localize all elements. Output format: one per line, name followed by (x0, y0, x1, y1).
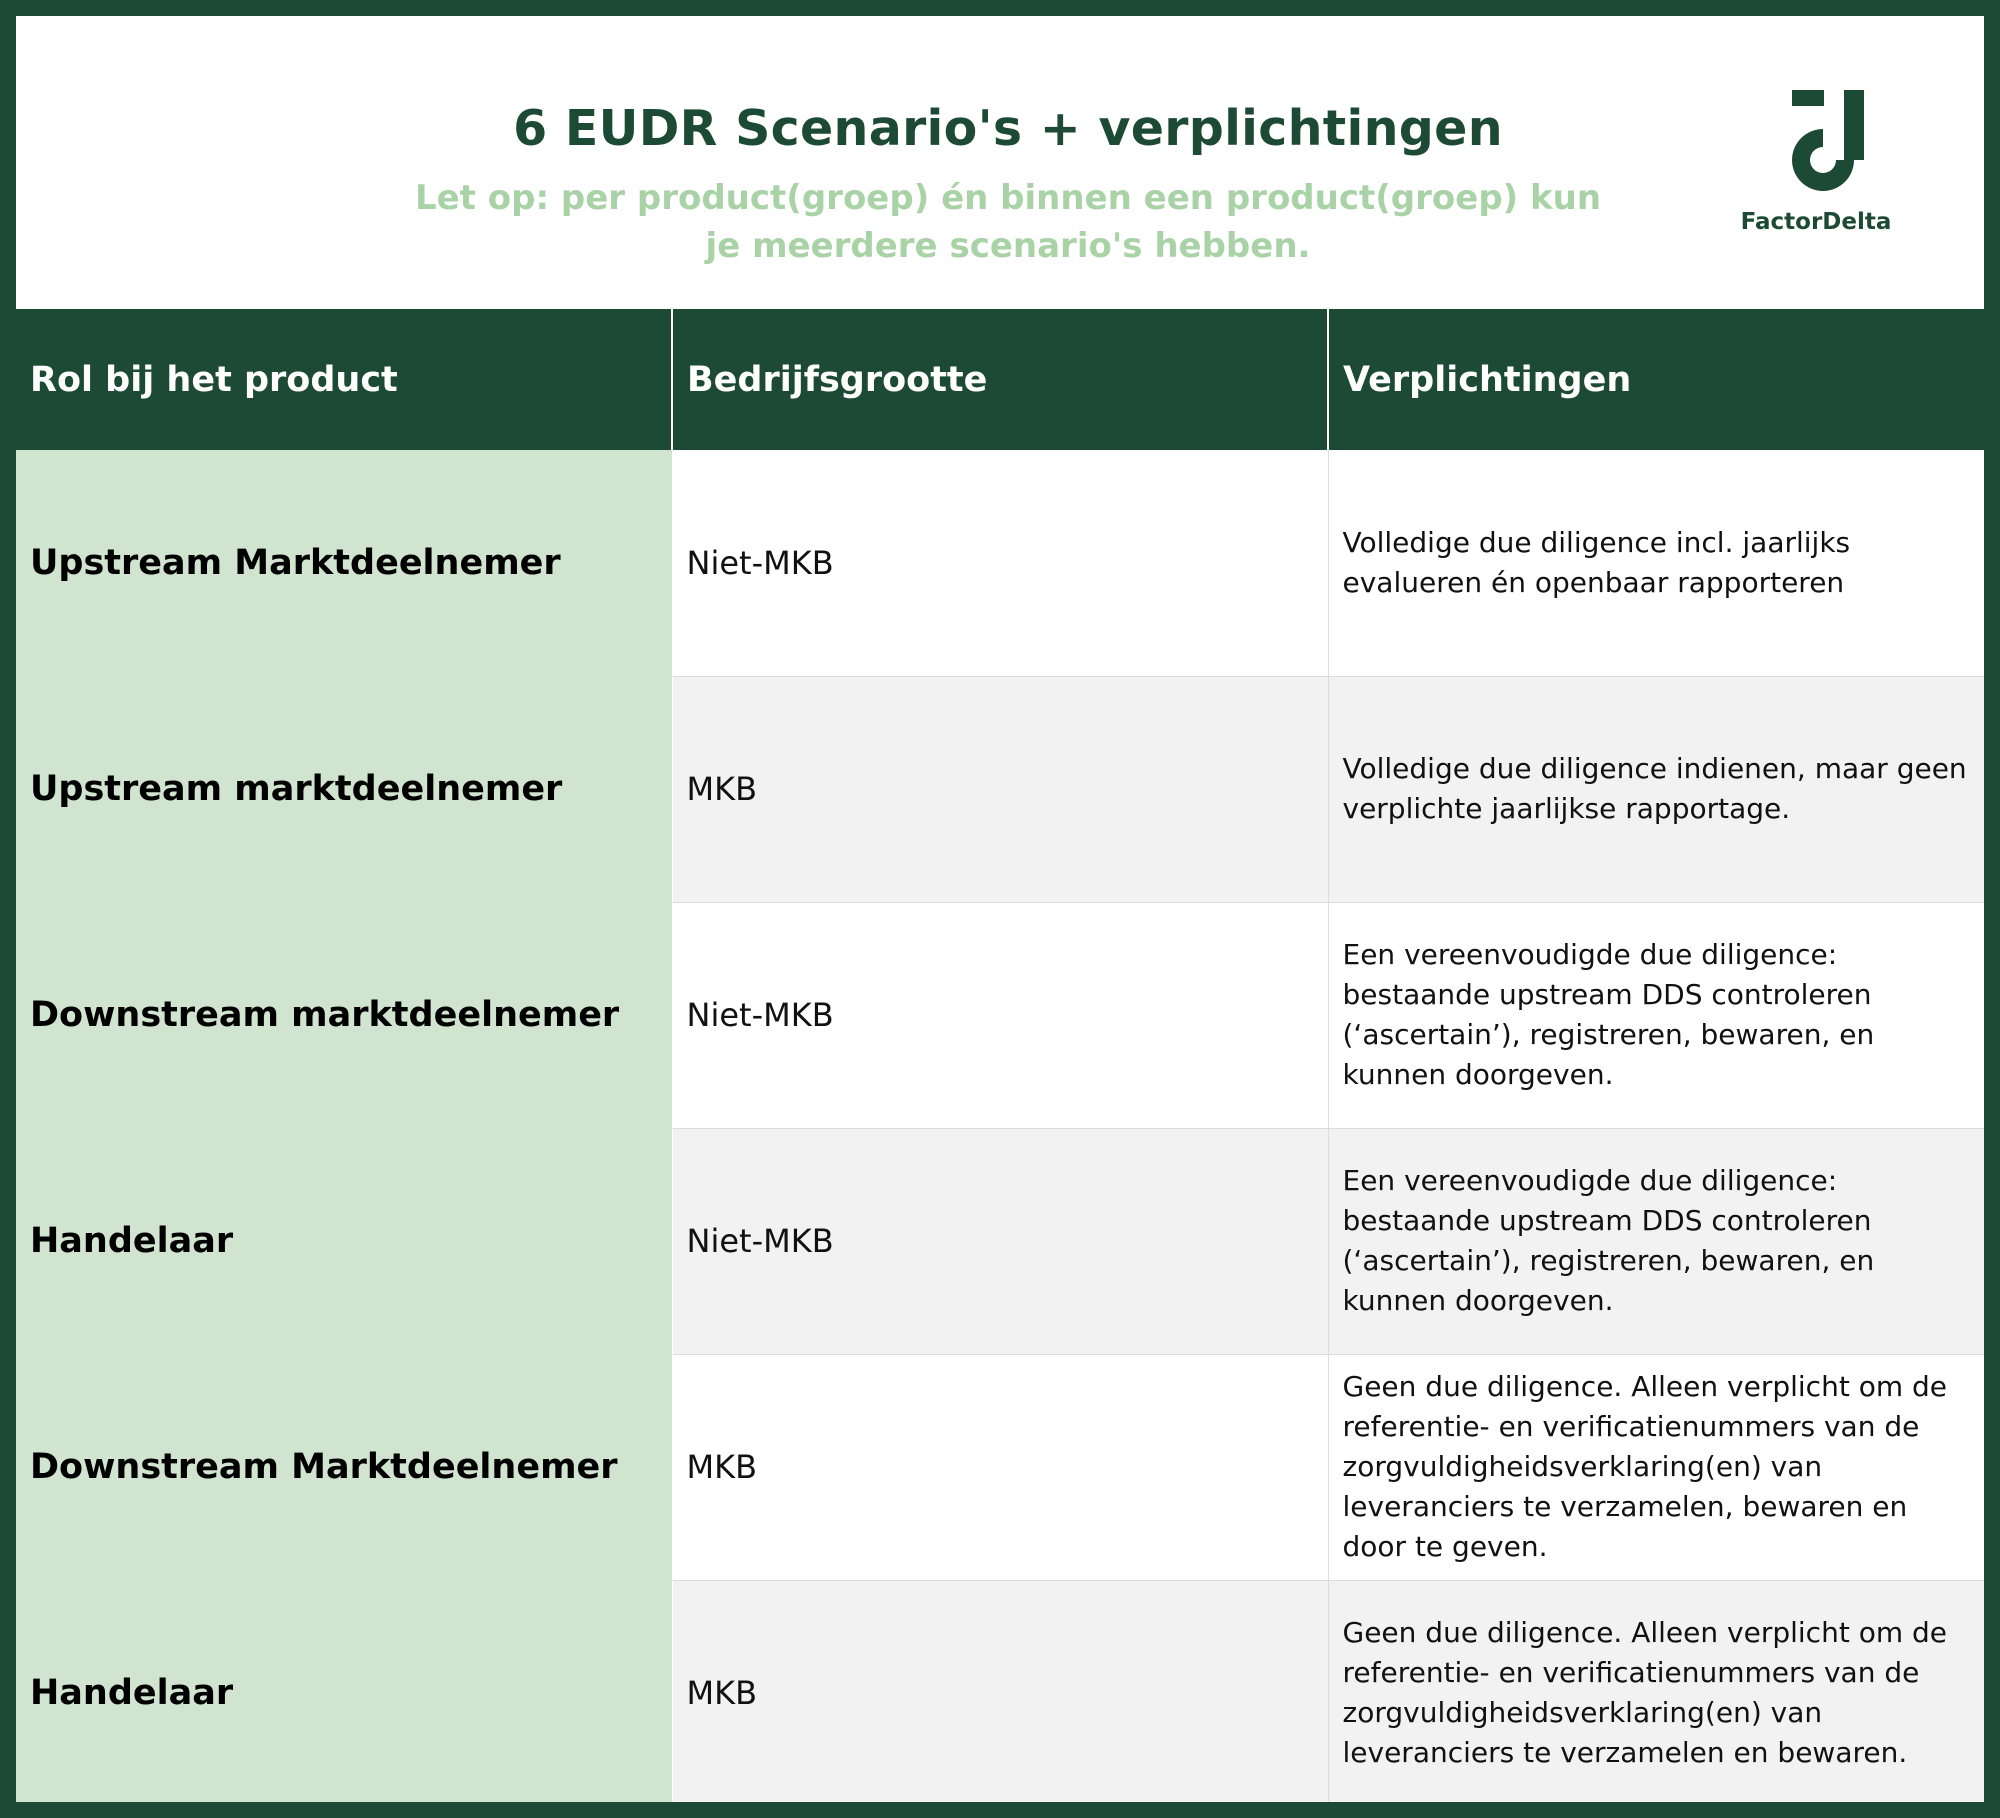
column-header-role: Rol bij het product (16, 309, 672, 450)
header (16, 16, 1984, 309)
scenario-table (16, 309, 1984, 1802)
table-row (16, 1354, 1984, 1580)
duty-cell: Volledige due diligence incl. jaarlijks evalueren én openbaar rapporteren (1328, 450, 1984, 676)
size-cell: Niet-MKB (672, 450, 1328, 676)
table-row (16, 902, 1984, 1128)
column-header-duties: Verplichtingen (1328, 309, 1984, 450)
role-cell: Downstream Marktdeelnemer (16, 1354, 672, 1580)
role-cell: Upstream marktdeelnemer (16, 676, 672, 902)
document-frame (16, 16, 1984, 1802)
table-row (16, 450, 1984, 676)
logo-text: FactorDelta (1740, 209, 1892, 235)
duty-cell: Geen due diligence. Alleen verplicht om de referentie- en verificatienummers van de zorgvuldigheidsverklaring(en) van leveranciers te verzamelen, bewaren en door te geven. (1328, 1354, 1984, 1580)
size-cell: Niet-MKB (672, 902, 1328, 1128)
factordelta-logo (1736, 90, 1896, 250)
role-cell: Handelaar (16, 1580, 672, 1802)
size-cell: MKB (672, 676, 1328, 902)
factordelta-logo-icon (1792, 90, 1866, 194)
duty-cell: Geen due diligence. Alleen verplicht om de referentie- en verificatienummers van de zorgvuldigheidsverklaring(en) van leveranciers te verzamelen en bewaren. (1328, 1580, 1984, 1802)
size-cell: MKB (672, 1354, 1328, 1580)
size-cell: Niet-MKB (672, 1128, 1328, 1354)
column-header-size: Bedrijfsgrootte (672, 309, 1328, 450)
table-header-row (16, 309, 1984, 450)
role-cell: Downstream marktdeelnemer (16, 902, 672, 1128)
table-row (16, 1128, 1984, 1354)
table-row (16, 676, 1984, 902)
role-cell: Handelaar (16, 1128, 672, 1354)
role-cell: Upstream Marktdeelnemer (16, 450, 672, 676)
duty-cell: Een vereenvoudigde due diligence: bestaande upstream DDS controleren (‘ascertain’), registreren, bewaren, en kunnen doorgeven. (1328, 1128, 1984, 1354)
duty-cell: Volledige due diligence indienen, maar geen verplichte jaarlijkse rapportage. (1328, 676, 1984, 902)
page-subtitle: Let op: per product(groep) én binnen een product(groep) kun je meerdere scenario's hebben. (414, 178, 1602, 266)
page-title: 6 EUDR Scenario's + verplichtingen (513, 100, 1503, 157)
duty-cell: Een vereenvoudigde due diligence: bestaande upstream DDS controleren (‘ascertain’), registreren, bewaren, en kunnen doorgeven. (1328, 902, 1984, 1128)
size-cell: MKB (672, 1580, 1328, 1802)
table-row (16, 1580, 1984, 1802)
